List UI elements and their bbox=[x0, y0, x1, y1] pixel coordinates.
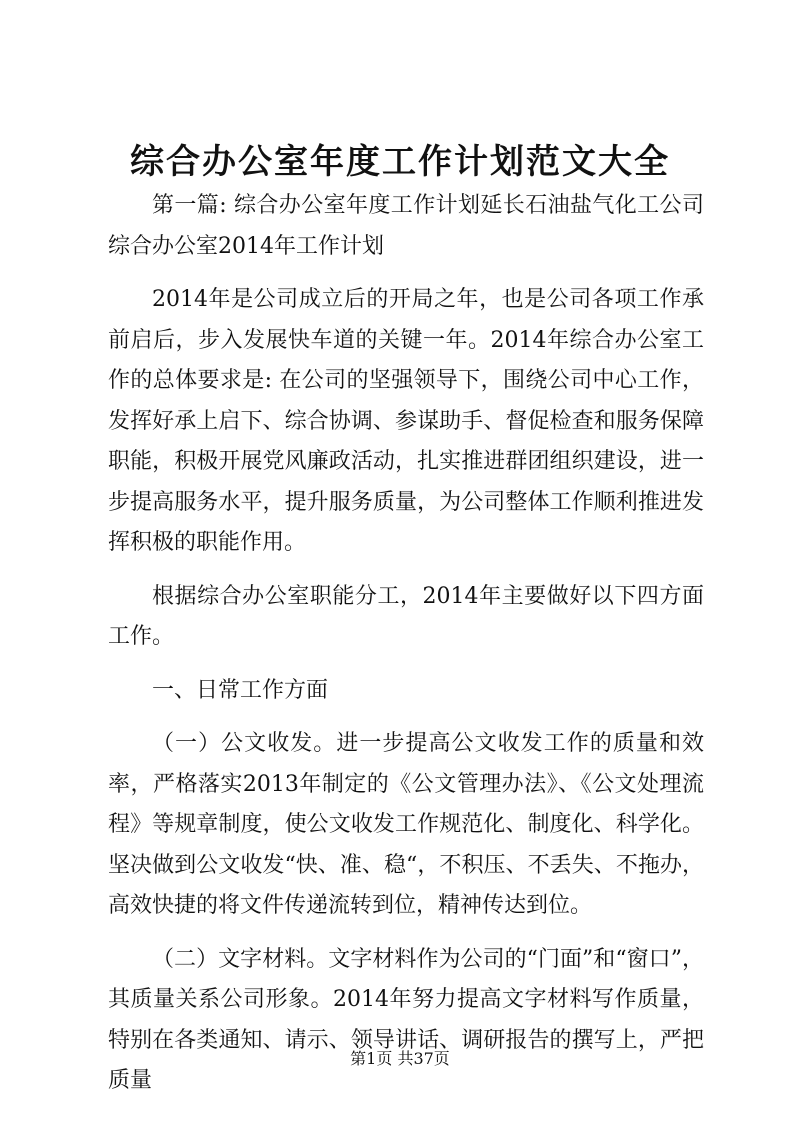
document-title: 综合办公室年度工作计划范文大全 bbox=[130, 142, 670, 182]
document-body bbox=[108, 186, 704, 1102]
paragraph-division: 根据综合办公室职能分工，2014年主要做好以下四方面工作。 bbox=[108, 583, 704, 649]
paragraph-written-materials: （二）文字材料。文字材料作为公司的“门面”和“窗口”，其质量关系公司形象。2014年努力提高文字材料写作质量，特别在各类通知、请示、领导讲话、调研报告的撰写上，严把质量 bbox=[108, 946, 704, 1093]
paragraph-chapter-heading: 第一篇: 综合办公室年度工作计划延长石油盐气化工公司综合办公室2014年工作计划 bbox=[108, 193, 704, 259]
paragraph-document-handling: （一）公文收发。进一步提高公文收发工作的质量和效率，严格落实2013年制定的《公文管理办法》、《公文处理流程》等规章制度，使公文收发工作规范化、制度化、科学化。坚决做到公文收发“快、准、稳“，不积压、不丢失、不拖办，高效快捷的将文件传递流转到位，精神传达到位。 bbox=[108, 731, 704, 918]
paragraph-overview: 2014年是公司成立后的开局之年，也是公司各项工作承前启后，步入发展快车道的关键一年。2014年综合办公室工作的总体要求是: 在公司的坚强领导下，围绕公司中心工作，发挥好承上启下、综合协调、参谋助手、督促检查和服务保障职能，积极开展党风廉政活动，扎实推进群团组织建设，进一步提高服务水平，提升服务质量，为公司整体工作顺利推进发挥积极的职能作用。 bbox=[108, 287, 704, 555]
section-heading-daily-work: 一、日常工作方面 bbox=[152, 677, 329, 703]
page-number-footer: 第1页 共37页 bbox=[350, 1049, 450, 1068]
